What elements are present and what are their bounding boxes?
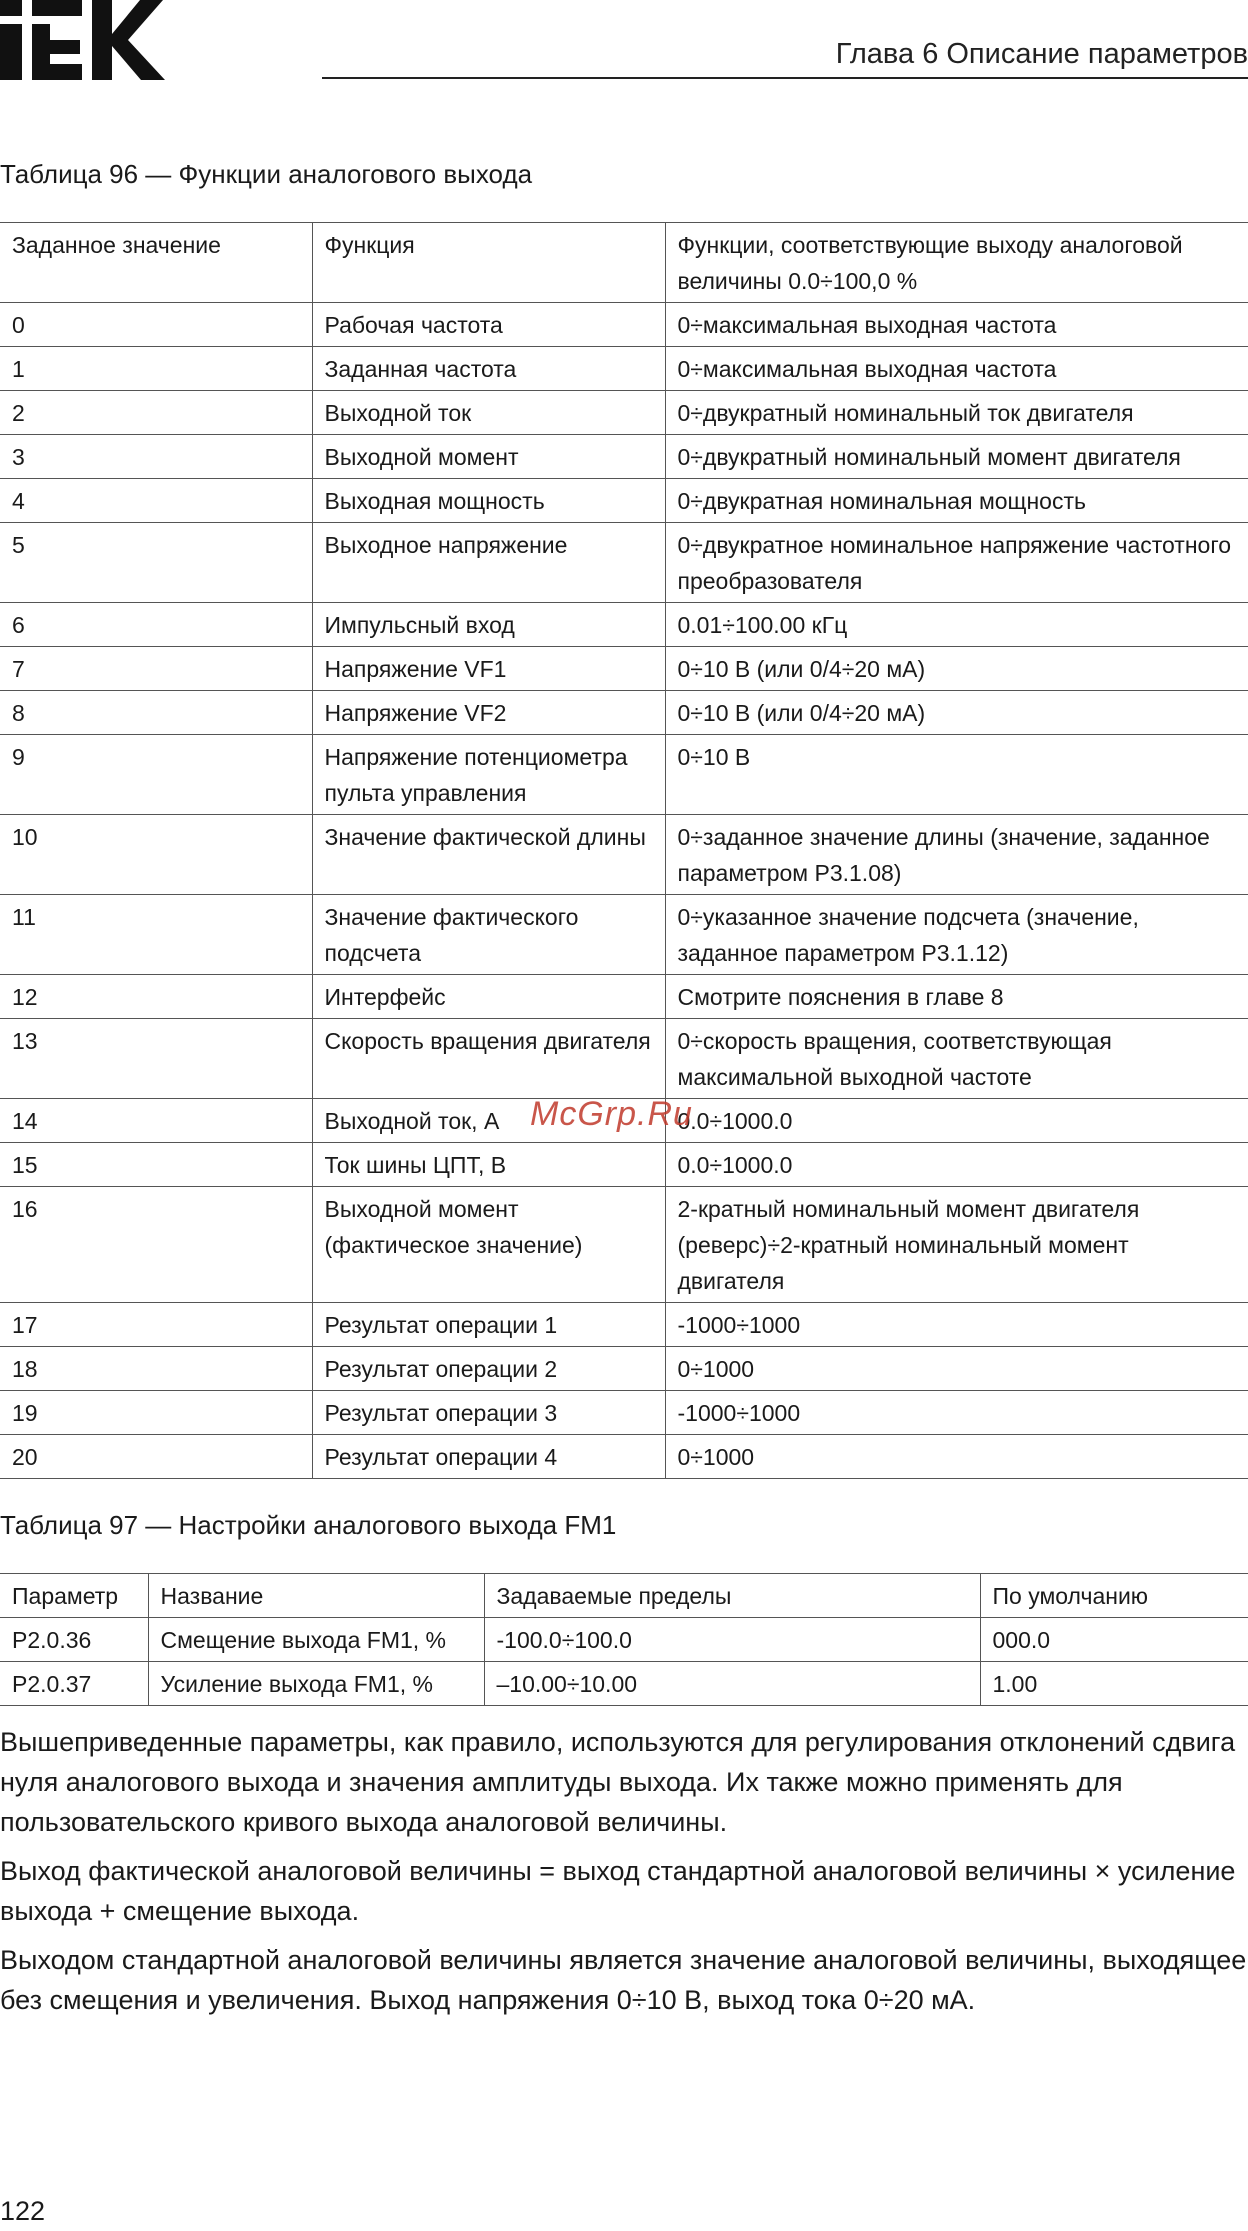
table-cell: Выходное напряжение (312, 523, 665, 603)
table-cell: Смещение выхода FM1, % (148, 1618, 484, 1662)
table-cell: Значение фактической длины (312, 815, 665, 895)
table-row (0, 895, 1248, 975)
watermark: McGrp.Ru (530, 1095, 693, 1133)
table-cell: Выходной момент (фактическое значение) (312, 1187, 665, 1303)
table-row (0, 735, 1248, 815)
table-row (0, 1019, 1248, 1099)
table-cell: 15 (0, 1143, 312, 1187)
table-cell: 11 (0, 895, 312, 975)
table-row (0, 647, 1248, 691)
table-cell: 0÷10 В (или 0/4÷20 мА) (665, 647, 1248, 691)
table-cell: Выходная мощность (312, 479, 665, 523)
table-cell: 4 (0, 479, 312, 523)
table-cell: 0.01÷100.00 кГц (665, 603, 1248, 647)
table-cell: 6 (0, 603, 312, 647)
table-cell: 1.00 (980, 1662, 1248, 1706)
table-cell: 10 (0, 815, 312, 895)
table96-caption: Таблица 96 — Функции аналогового выхода (0, 159, 533, 189)
paragraph: Вышеприведенные параметры, как правило, используются для регулирования отклонений сдвига нуля аналогового выхода и значения амплитуды выхода. Их также можно применять для пользовательского кривого выхода аналоговой величины. (0, 1727, 1236, 1837)
table-header-row (0, 223, 1248, 303)
table-cell: 16 (0, 1187, 312, 1303)
table-cell: 17 (0, 1303, 312, 1347)
table-cell: 0÷10 В (665, 735, 1248, 815)
table-cell: Смотрите пояснения в главе 8 (665, 975, 1248, 1019)
table-row (0, 1618, 1248, 1662)
paragraph: Выходом стандартной аналоговой величины является значение аналоговой величины, выходящее без смещения и увеличения. Выход напряжения 0÷10 В, выход тока 0÷20 мА. (0, 1945, 1247, 2015)
table-cell: Импульсный вход (312, 603, 665, 647)
table-cell: Напряжение потенциометра пульта управления (312, 735, 665, 815)
header-divider (322, 77, 1248, 79)
table-cell: 1 (0, 347, 312, 391)
table-cell: Выходной ток, А (312, 1099, 665, 1143)
table-cell: 14 (0, 1099, 312, 1143)
table-row (0, 691, 1248, 735)
table-cell: -1000÷1000 (665, 1391, 1248, 1435)
table-cell: P2.0.36 (0, 1618, 148, 1662)
table-row (0, 1303, 1248, 1347)
table-cell: 2 (0, 391, 312, 435)
table-cell: Усиление выхода FM1, % (148, 1662, 484, 1706)
table-cell: 0÷1000 (665, 1347, 1248, 1391)
table-row (0, 523, 1248, 603)
table-cell: Интерфейс (312, 975, 665, 1019)
table-cell: Скорость вращения двигателя (312, 1019, 665, 1099)
table-cell: –10.00÷10.00 (484, 1662, 980, 1706)
table-row (0, 1391, 1248, 1435)
table-cell: 3 (0, 435, 312, 479)
table-cell: 0÷двукратный номинальный момент двигателя (665, 435, 1248, 479)
body-text (0, 1722, 1248, 2029)
paragraph: Выход фактической аналоговой величины = выход стандартной аналоговой величины × усиление выхода + смещение выхода. (0, 1856, 1236, 1926)
table-header-row (0, 1574, 1248, 1618)
column-header: Заданное значение (0, 223, 312, 303)
table-row (0, 1347, 1248, 1391)
column-header: По умолчанию (980, 1574, 1248, 1618)
table-cell: Результат операции 3 (312, 1391, 665, 1435)
table-cell: 0÷10 В (или 0/4÷20 мА) (665, 691, 1248, 735)
table-cell: -100.0÷100.0 (484, 1618, 980, 1662)
table-cell: Результат операции 1 (312, 1303, 665, 1347)
table-row (0, 815, 1248, 895)
table-cell: 9 (0, 735, 312, 815)
table-cell: 0÷указанное значение подсчета (значение, заданное параметром P3.1.12) (665, 895, 1248, 975)
table-cell: Ток шины ЦПТ, В (312, 1143, 665, 1187)
table-cell: 0÷двукратное номинальное напряжение частотного преобразователя (665, 523, 1248, 603)
table-cell: 18 (0, 1347, 312, 1391)
table-row (0, 1662, 1248, 1706)
table-row (0, 975, 1248, 1019)
table-cell: 0÷заданное значение длины (значение, заданное параметром P3.1.08) (665, 815, 1248, 895)
column-header: Название (148, 1574, 484, 1618)
table-cell: Заданная частота (312, 347, 665, 391)
table-row (0, 391, 1248, 435)
iek-logo (0, 0, 165, 80)
table-cell: 0.0÷1000.0 (665, 1143, 1248, 1187)
table-cell: 7 (0, 647, 312, 691)
column-header: Задаваемые пределы (484, 1574, 980, 1618)
table-cell: Напряжение VF2 (312, 691, 665, 735)
table-cell: 0 (0, 303, 312, 347)
table-cell: 0÷двукратная номинальная мощность (665, 479, 1248, 523)
table-cell: 2-кратный номинальный момент двигателя (реверс)÷2-кратный номинальный момент двигателя (665, 1187, 1248, 1303)
table-cell: 0÷двукратный номинальный ток двигателя (665, 391, 1248, 435)
table-cell: Выходной момент (312, 435, 665, 479)
column-header: Функции, соответствующие выходу аналоговой величины 0.0÷100,0 % (665, 223, 1248, 303)
table-cell: 0.0÷1000.0 (665, 1099, 1248, 1143)
table-cell: 0÷максимальная выходная частота (665, 347, 1248, 391)
table-row (0, 347, 1248, 391)
table97 (0, 1573, 1248, 1706)
table-cell: P2.0.37 (0, 1662, 148, 1706)
table-cell: 5 (0, 523, 312, 603)
table-cell: 13 (0, 1019, 312, 1099)
table-cell: 0÷1000 (665, 1435, 1248, 1479)
table-cell: -1000÷1000 (665, 1303, 1248, 1347)
table-cell: Результат операции 2 (312, 1347, 665, 1391)
table-cell: Рабочая частота (312, 303, 665, 347)
page-number: 122 (0, 2196, 46, 2226)
table-row (0, 303, 1248, 347)
table-cell: Значение фактического подсчета (312, 895, 665, 975)
column-header: Параметр (0, 1574, 148, 1618)
table96 (0, 222, 1248, 1479)
table-cell: 8 (0, 691, 312, 735)
table-cell: Выходной ток (312, 391, 665, 435)
table-row (0, 603, 1248, 647)
table97-caption: Таблица 97 — Настройки аналогового выхода FM1 (0, 1510, 617, 1540)
table-cell: 12 (0, 975, 312, 1019)
column-header: Функция (312, 223, 665, 303)
table-row (0, 1187, 1248, 1303)
table-row (0, 1143, 1248, 1187)
table-cell: 19 (0, 1391, 312, 1435)
table-row (0, 435, 1248, 479)
table-cell: 20 (0, 1435, 312, 1479)
table-row (0, 479, 1248, 523)
table-cell: Напряжение VF1 (312, 647, 665, 691)
table-cell: 000.0 (980, 1618, 1248, 1662)
table-row (0, 1435, 1248, 1479)
table-cell: 0÷максимальная выходная частота (665, 303, 1248, 347)
chapter-title: Глава 6 Описание параметров (835, 38, 1248, 70)
table-cell: Результат операции 4 (312, 1435, 665, 1479)
table-cell: 0÷скорость вращения, соответствующая максимальной выходной частоте (665, 1019, 1248, 1099)
